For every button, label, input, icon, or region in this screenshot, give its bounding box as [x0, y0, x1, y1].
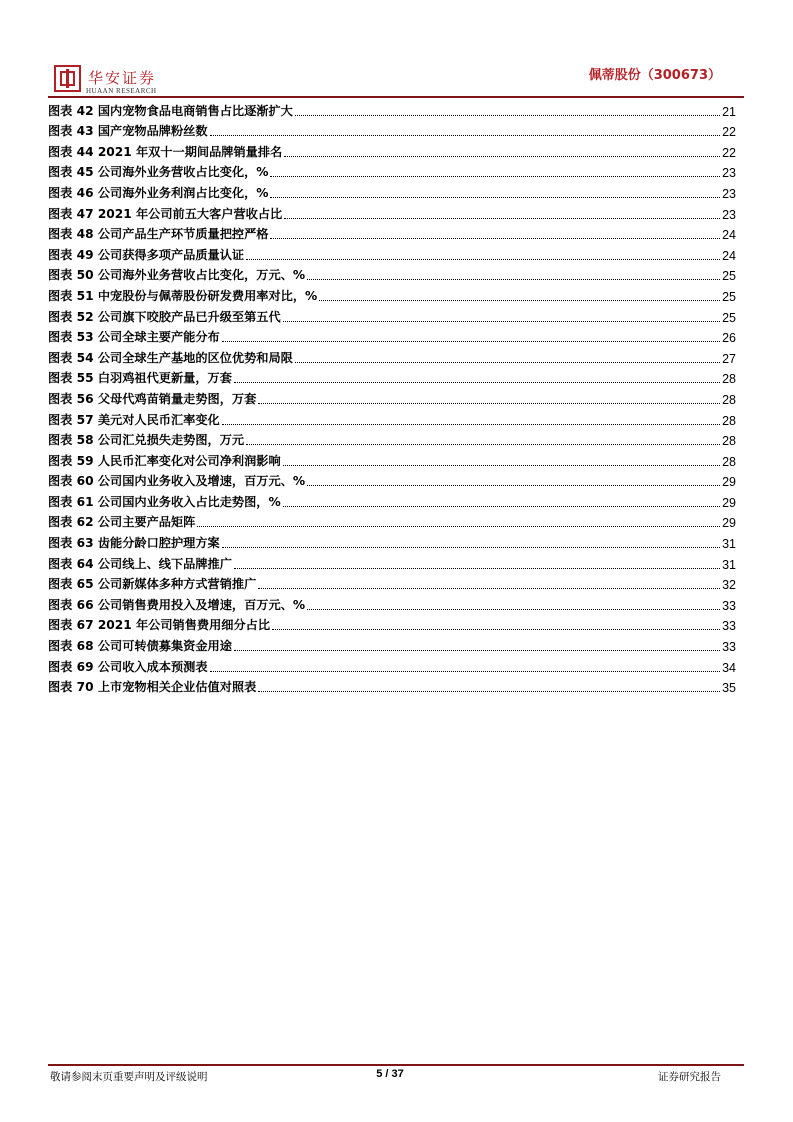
toc-entry[interactable] — [48, 160, 736, 181]
toc-dot-leader — [222, 340, 720, 342]
toc-entry-page: 29 — [722, 516, 736, 531]
toc-entry-label: 图表 47 2021 年公司前五大客户营收占比 — [48, 206, 283, 221]
toc-entry-label: 图表 63 齿能分龄口腔护理方案 — [48, 536, 220, 551]
toc-entry[interactable] — [48, 469, 736, 490]
toc-dot-leader — [234, 567, 720, 569]
toc-entry-label: 图表 68 公司可转债募集资金用途 — [48, 639, 232, 654]
toc-dot-leader — [270, 196, 720, 198]
toc-dot-leader — [295, 361, 720, 363]
toc-entry-label: 图表 60 公司国内业务收入及增速，百万元、% — [48, 474, 306, 489]
toc-entry-page: 28 — [722, 372, 736, 387]
toc-entry-page: 22 — [722, 125, 736, 140]
toc-entry[interactable] — [48, 654, 736, 675]
huaan-logo-icon — [54, 65, 81, 92]
toc-entry-label: 图表 64 公司线上、线下品牌推广 — [48, 556, 232, 571]
toc-entry-page: 25 — [722, 310, 736, 325]
footer-divider — [48, 1064, 744, 1066]
toc-entry-label: 图表 45 公司海外业务营收占比变化，% — [48, 165, 269, 180]
toc-dot-leader — [270, 237, 720, 239]
toc-entry[interactable] — [48, 263, 736, 284]
toc-entry[interactable] — [48, 386, 736, 407]
toc-entry-label: 图表 62 公司主要产品矩阵 — [48, 515, 196, 530]
toc-dot-leader — [222, 546, 720, 548]
footer-disclaimer: 敬请参阅末页重要声明及评级说明 — [50, 1071, 208, 1083]
toc-dot-leader — [258, 690, 720, 692]
toc-entry-page: 35 — [722, 681, 736, 696]
toc-entry[interactable] — [48, 180, 736, 201]
toc-entry-label: 图表 66 公司销售费用投入及增速，百万元、% — [48, 597, 306, 612]
toc-entry-page: 23 — [722, 186, 736, 201]
toc-entry-page: 33 — [722, 598, 736, 613]
toc-entry-page: 25 — [722, 289, 736, 304]
toc-entry[interactable] — [48, 98, 736, 119]
page-header — [0, 0, 793, 100]
toc-dot-leader — [283, 505, 720, 507]
toc-entry-page: 29 — [722, 495, 736, 510]
toc-entry-page: 34 — [722, 660, 736, 675]
toc-entry-page: 28 — [722, 392, 736, 407]
toc-entry-page: 28 — [722, 413, 736, 428]
toc-entry[interactable] — [48, 201, 736, 222]
toc-dot-leader — [222, 423, 720, 425]
toc-entry-label: 图表 46 公司海外业务利润占比变化，% — [48, 185, 269, 200]
toc-dot-leader — [283, 320, 720, 322]
toc-entry-page: 31 — [722, 537, 736, 552]
toc-entry-page: 23 — [722, 207, 736, 222]
toc-entry-label: 图表 48 公司产品生产环节质量把控严格 — [48, 227, 269, 242]
toc-entry-page: 33 — [722, 640, 736, 655]
toc-entry-page: 31 — [722, 557, 736, 572]
toc-entry[interactable] — [48, 510, 736, 531]
toc-dot-leader — [307, 484, 720, 486]
toc-dot-leader — [234, 649, 720, 651]
toc-entry-page: 27 — [722, 351, 736, 366]
logo-chinese-name: 华安证券 — [88, 69, 157, 87]
toc-entry-page: 26 — [722, 331, 736, 346]
huaan-logo — [54, 65, 184, 99]
toc-entry-page: 22 — [722, 145, 736, 160]
toc-dot-leader — [258, 402, 720, 404]
toc-entry-page: 24 — [722, 248, 736, 263]
toc-entry[interactable] — [48, 407, 736, 428]
toc-entry[interactable] — [48, 530, 736, 551]
toc-entry[interactable] — [48, 304, 736, 325]
toc-dot-leader — [307, 608, 720, 610]
toc-entry-label: 图表 54 公司全球生产基地的区位优势和局限 — [48, 350, 293, 365]
toc-dot-leader — [319, 299, 720, 301]
toc-entry-label: 图表 61 公司国内业务收入占比走势图，% — [48, 494, 281, 509]
toc-entry[interactable] — [48, 448, 736, 469]
toc-entry-label: 图表 59 人民币汇率变化对公司净利润影响 — [48, 453, 281, 468]
toc-dot-leader — [258, 587, 720, 589]
toc-entry[interactable] — [48, 345, 736, 366]
toc-entry-page: 23 — [722, 166, 736, 181]
toc-entry[interactable] — [48, 489, 736, 510]
toc-dot-leader — [270, 175, 720, 177]
toc-entry-page: 29 — [722, 475, 736, 490]
toc-entry-label: 图表 67 2021 年公司销售费用细分占比 — [48, 618, 271, 633]
toc-entry-page: 32 — [722, 578, 736, 593]
toc-dot-leader — [210, 134, 721, 136]
page-number: 5 / 37 — [376, 1068, 404, 1080]
toc-dot-leader — [283, 464, 720, 466]
toc-entry[interactable] — [48, 675, 736, 696]
toc-entry-label: 图表 50 公司海外业务营收占比变化，万元、% — [48, 268, 306, 283]
toc-entry[interactable] — [48, 119, 736, 140]
company-name: 佩蒂股份（300673） — [588, 68, 721, 83]
toc-entry-label: 图表 70 上市宠物相关企业估值对照表 — [48, 680, 257, 695]
toc-entry[interactable] — [48, 283, 736, 304]
toc-entry-label: 图表 57 美元对人民币汇率变化 — [48, 412, 220, 427]
toc-entry[interactable] — [48, 551, 736, 572]
toc-entry-label: 图表 43 国产宠物品牌粉丝数 — [48, 124, 208, 139]
toc-entry-page: 21 — [722, 104, 736, 119]
toc-entry[interactable] — [48, 613, 736, 634]
toc-entry[interactable] — [48, 325, 736, 346]
toc-entry[interactable] — [48, 222, 736, 243]
toc-entry-label: 图表 65 公司新媒体多种方式营销推广 — [48, 577, 257, 592]
toc-entry-label: 图表 58 公司汇兑损失走势图，万元 — [48, 433, 245, 448]
toc-entry-label: 图表 49 公司获得多项产品质量认证 — [48, 247, 245, 262]
toc-entry-label: 图表 69 公司收入成本预测表 — [48, 659, 208, 674]
toc-dot-leader — [284, 217, 720, 219]
toc-entry-page: 25 — [722, 269, 736, 284]
toc-dot-leader — [307, 278, 720, 280]
toc-entry[interactable] — [48, 139, 736, 160]
toc-dot-leader — [246, 443, 720, 445]
toc-entry[interactable] — [48, 366, 736, 387]
toc-entry[interactable] — [48, 242, 736, 263]
logo-english-name: HUAAN RESEARCH — [86, 87, 157, 95]
toc-entry[interactable] — [48, 633, 736, 654]
figure-index-list — [48, 98, 736, 695]
toc-dot-leader — [272, 628, 720, 630]
toc-entry-label: 图表 53 公司全球主要产能分布 — [48, 330, 220, 345]
toc-entry-label: 图表 42 国内宠物食品电商销售占比逐渐扩大 — [48, 103, 293, 118]
toc-entry-page: 24 — [722, 228, 736, 243]
toc-entry-page: 28 — [722, 454, 736, 469]
toc-entry-label: 图表 55 白羽鸡祖代更新量，万套 — [48, 371, 232, 386]
toc-dot-leader — [234, 381, 720, 383]
toc-entry-label: 图表 56 父母代鸡苗销量走势图，万套 — [48, 391, 257, 406]
toc-entry[interactable] — [48, 428, 736, 449]
toc-entry[interactable] — [48, 572, 736, 593]
footer-report-type: 证券研究报告 — [658, 1071, 721, 1083]
toc-dot-leader — [295, 114, 720, 116]
toc-entry-label: 图表 52 公司旗下咬胶产品已升级至第五代 — [48, 309, 281, 324]
toc-dot-leader — [210, 670, 721, 672]
toc-entry-page: 33 — [722, 619, 736, 634]
toc-entry-page: 28 — [722, 434, 736, 449]
toc-entry[interactable] — [48, 592, 736, 613]
toc-dot-leader — [197, 525, 720, 527]
toc-dot-leader — [246, 258, 720, 260]
toc-entry-label: 图表 51 中宠股份与佩蒂股份研发费用率对比，% — [48, 288, 318, 303]
toc-dot-leader — [284, 155, 720, 157]
toc-entry-label: 图表 44 2021 年双十一期间品牌销量排名 — [48, 144, 283, 159]
